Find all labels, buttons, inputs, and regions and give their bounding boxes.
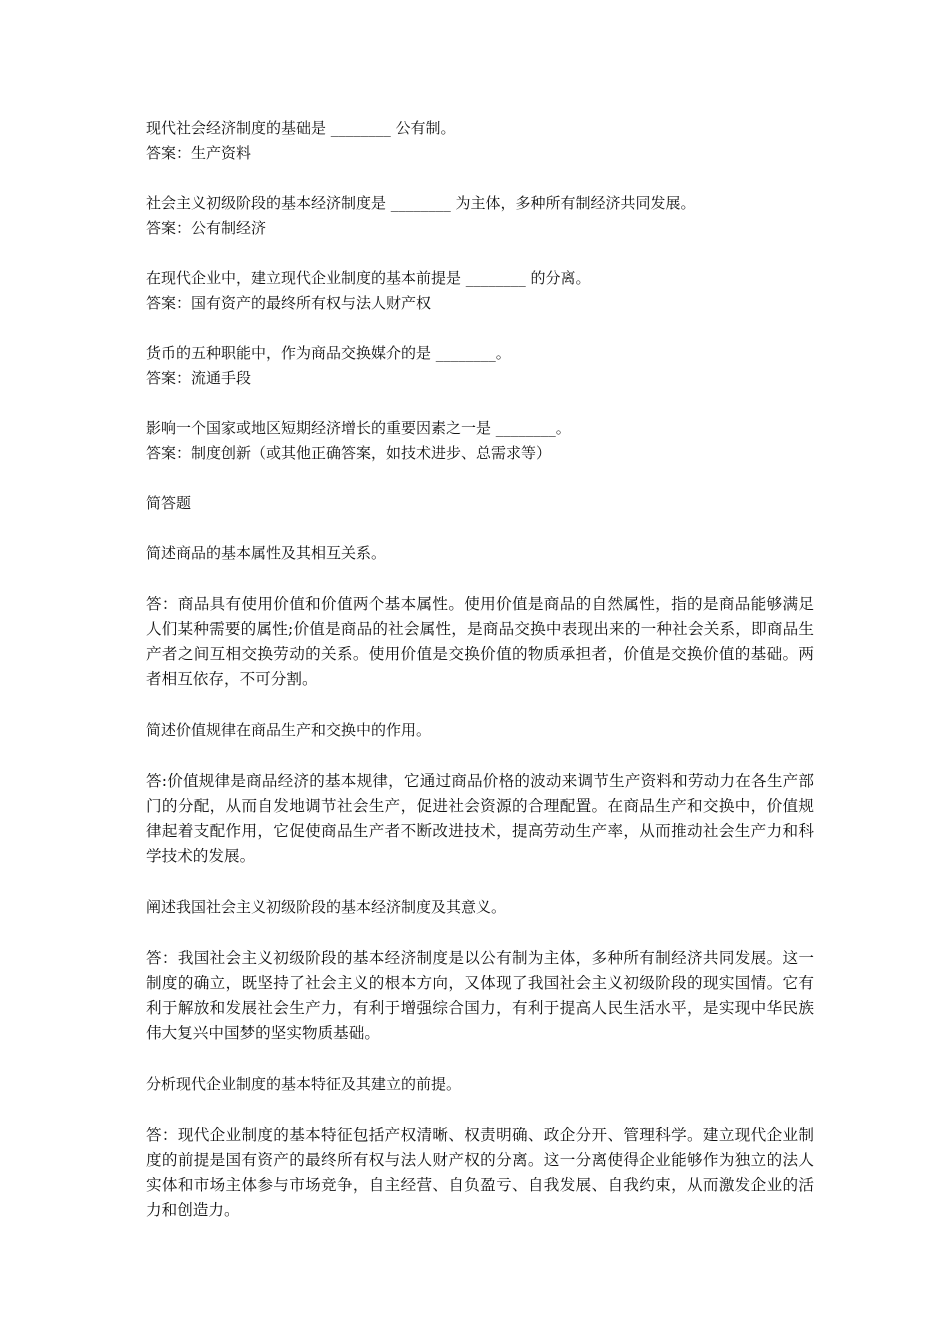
short-answer-text: 答：我国社会主义初级阶段的基本经济制度是以公有制为主体，多种所有制经济共同发展。这一制度的确立，既坚持了社会主义的根本方向，又体现了我国社会主义初级阶段的现实国情。它有利于解放和发展社会生产力，有利于增强综合国力，有利于提高人民生活水平，是实现中华民族伟大复兴中国梦的坚实物质基础。 <box>146 949 814 1042</box>
section-heading: 简答题 <box>146 494 192 512</box>
fill-in-blank-item <box>146 416 814 466</box>
fill-in-blank-item <box>146 116 814 166</box>
answer-text: 答案：制度创新（或其他正确答案，如技术进步、总需求等） <box>146 444 552 462</box>
answer-text: 答案：流通手段 <box>146 369 252 387</box>
question-text: 影响一个国家或地区短期经济增长的重要因素之一是 ________。 <box>146 419 571 437</box>
document-page <box>146 116 814 1223</box>
question-text: 现代社会经济制度的基础是 ________ 公有制。 <box>146 119 456 137</box>
fill-in-blank-item <box>146 266 814 316</box>
short-answer-question: 简述价值规律在商品生产和交换中的作用。 <box>146 721 432 739</box>
question-text: 在现代企业中，建立现代企业制度的基本前提是 ________ 的分离。 <box>146 269 591 287</box>
short-answer-text: 答：商品具有使用价值和价值两个基本属性。使用价值是商品的自然属性，指的是商品能够满足人们某种需要的属性;价值是商品的社会属性，是商品交换中表现出来的一种社会关系，即商品生产者之间互相交换劳动的关系。使用价值是交换价值的物质承担者，价值是交换价值的基础。两者相互依存，不可分割。 <box>146 595 814 688</box>
short-answer-text: 答:价值规律是商品经济的基本规律，它通过商品价格的波动来调节生产资料和劳动力在各生产部门的分配，从而自发地调节社会生产，促进社会资源的合理配置。在商品生产和交换中，价值规律起着支配作用，它促使商品生产者不断改进技术，提高劳动生产率，从而推动社会生产力和科学技术的发展。 <box>146 772 814 865</box>
fill-in-blank-item <box>146 341 814 391</box>
short-answer-text: 答：现代企业制度的基本特征包括产权清晰、权责明确、政企分开、管理科学。建立现代企业制度的前提是国有资产的最终所有权与法人财产权的分离。这一分离使得企业能够作为独立的法人实体和市场主体参与市场竞争，自主经营、自负盈亏、自我发展、自我约束，从而激发企业的活力和创造力。 <box>146 1126 814 1219</box>
short-answer-question: 简述商品的基本属性及其相互关系。 <box>146 544 387 562</box>
short-answer-question: 阐述我国社会主义初级阶段的基本经济制度及其意义。 <box>146 898 507 916</box>
question-text: 社会主义初级阶段的基本经济制度是 ________ 为主体，多种所有制经济共同发展。 <box>146 194 696 212</box>
answer-text: 答案：生产资料 <box>146 144 252 162</box>
short-answer-question: 分析现代企业制度的基本特征及其建立的前提。 <box>146 1075 462 1093</box>
answer-text: 答案：国有资产的最终所有权与法人财产权 <box>146 294 432 312</box>
question-text: 货币的五种职能中，作为商品交换媒介的是 ________。 <box>146 344 511 362</box>
answer-text: 答案：公有制经济 <box>146 219 267 237</box>
fill-in-blank-item <box>146 191 814 241</box>
